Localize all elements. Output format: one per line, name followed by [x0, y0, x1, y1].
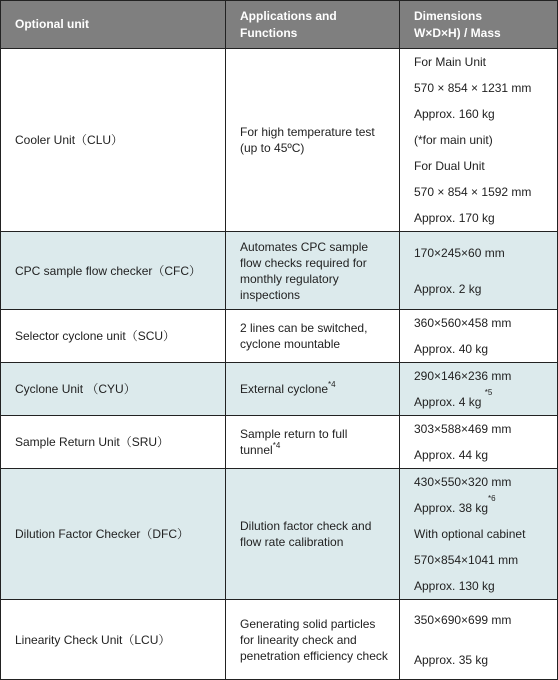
dimension-line: For Dual Unit [414, 159, 485, 173]
unit-dimensions [400, 363, 558, 416]
unit-function [226, 363, 400, 416]
unit-dimensions [400, 232, 558, 310]
dimension-line: Approx. 2 kg [414, 281, 482, 296]
unit-name: Cyclone Unit （CYU） [1, 363, 226, 416]
table-row [1, 416, 558, 469]
dimension-line: Approx. 35 kg [414, 652, 489, 667]
dimension-line: 290×146×236 mm [414, 369, 512, 383]
unit-function: For high temperature test (up to 45ºC) [226, 49, 400, 232]
table-row [1, 600, 558, 680]
unit-dimensions [400, 49, 558, 232]
table-row [1, 49, 558, 232]
unit-function: Dilution factor check and flow rate calibration [226, 469, 400, 600]
dimension-line: (*for main unit) [414, 133, 493, 147]
unit-function [226, 416, 400, 469]
footnote-marker: *5 [484, 388, 493, 397]
table-row [1, 363, 558, 416]
footnote-marker: *4 [328, 380, 336, 389]
function-text: Sample return to full tunnel [240, 427, 348, 457]
header-applications: Applications and Functions [226, 1, 400, 49]
dimension-line: 360×560×458 mm [414, 316, 512, 330]
dimension-line: Approx. 170 kg [414, 211, 495, 225]
unit-function: 2 lines can be switched, cyclone mountable [226, 310, 400, 363]
dimension-line: For Main Unit [414, 55, 487, 69]
table-header-row [1, 1, 558, 49]
dimension-line: Approx. 38 $kg^{*6}$ [414, 494, 496, 515]
unit-name: Selector cyclone unit（SCU） [1, 310, 226, 363]
unit-dimensions [400, 600, 558, 680]
dimension-line: Approx. 4 kg $^{*5}$ [414, 388, 493, 409]
dimension-line: 570×854×1041 mm [414, 553, 519, 567]
dimension-line: Approx. 40 kg [414, 342, 489, 356]
unit-name: CPC sample flow checker（CFC） [1, 232, 226, 310]
dimension-line: Approx. 160 kg [414, 107, 495, 121]
unit-dimensions [400, 310, 558, 363]
dimension-line: 303×588×469 mm [414, 422, 512, 436]
dimension-line: 570 × 854 × 1231 mm [414, 81, 532, 95]
header-optional-unit: Optional unit [1, 1, 226, 49]
dimension-line: 170×245×60 mm [414, 245, 505, 260]
dimension-line: Approx. 44 kg [414, 448, 489, 462]
dimension-line: 350×690×699 mm [414, 612, 512, 627]
table-row [1, 310, 558, 363]
table-row [1, 232, 558, 310]
function-text: External cyclone [240, 382, 329, 396]
unit-name: Linearity Check Unit（LCU） [1, 600, 226, 680]
dimension-line: 570 × 854 × 1592 mm [414, 185, 532, 199]
unit-dimensions [400, 469, 558, 600]
footnote-marker: *4 [272, 441, 281, 450]
unit-name: Sample Return Unit（SRU） [1, 416, 226, 469]
unit-dimensions [400, 416, 558, 469]
dimension-line: With optional cabinet [414, 527, 526, 541]
footnote-marker: *6 [488, 494, 496, 503]
dimension-line: 430×550×320 mm [414, 475, 512, 489]
unit-function: Generating solid particles for linearity check and penetration efficiency check [226, 600, 400, 680]
unit-function: Automates CPC sample flow checks required for monthly regulatory inspections [226, 232, 400, 310]
dimension-line: Approx. 130 kg [414, 579, 495, 593]
header-dimensions: Dimensions W×D×H) / Mass [400, 1, 558, 49]
unit-name: Dilution Factor Checker（DFC） [1, 469, 226, 600]
unit-name: Cooler Unit（CLU） [1, 49, 226, 232]
table-row [1, 469, 558, 600]
